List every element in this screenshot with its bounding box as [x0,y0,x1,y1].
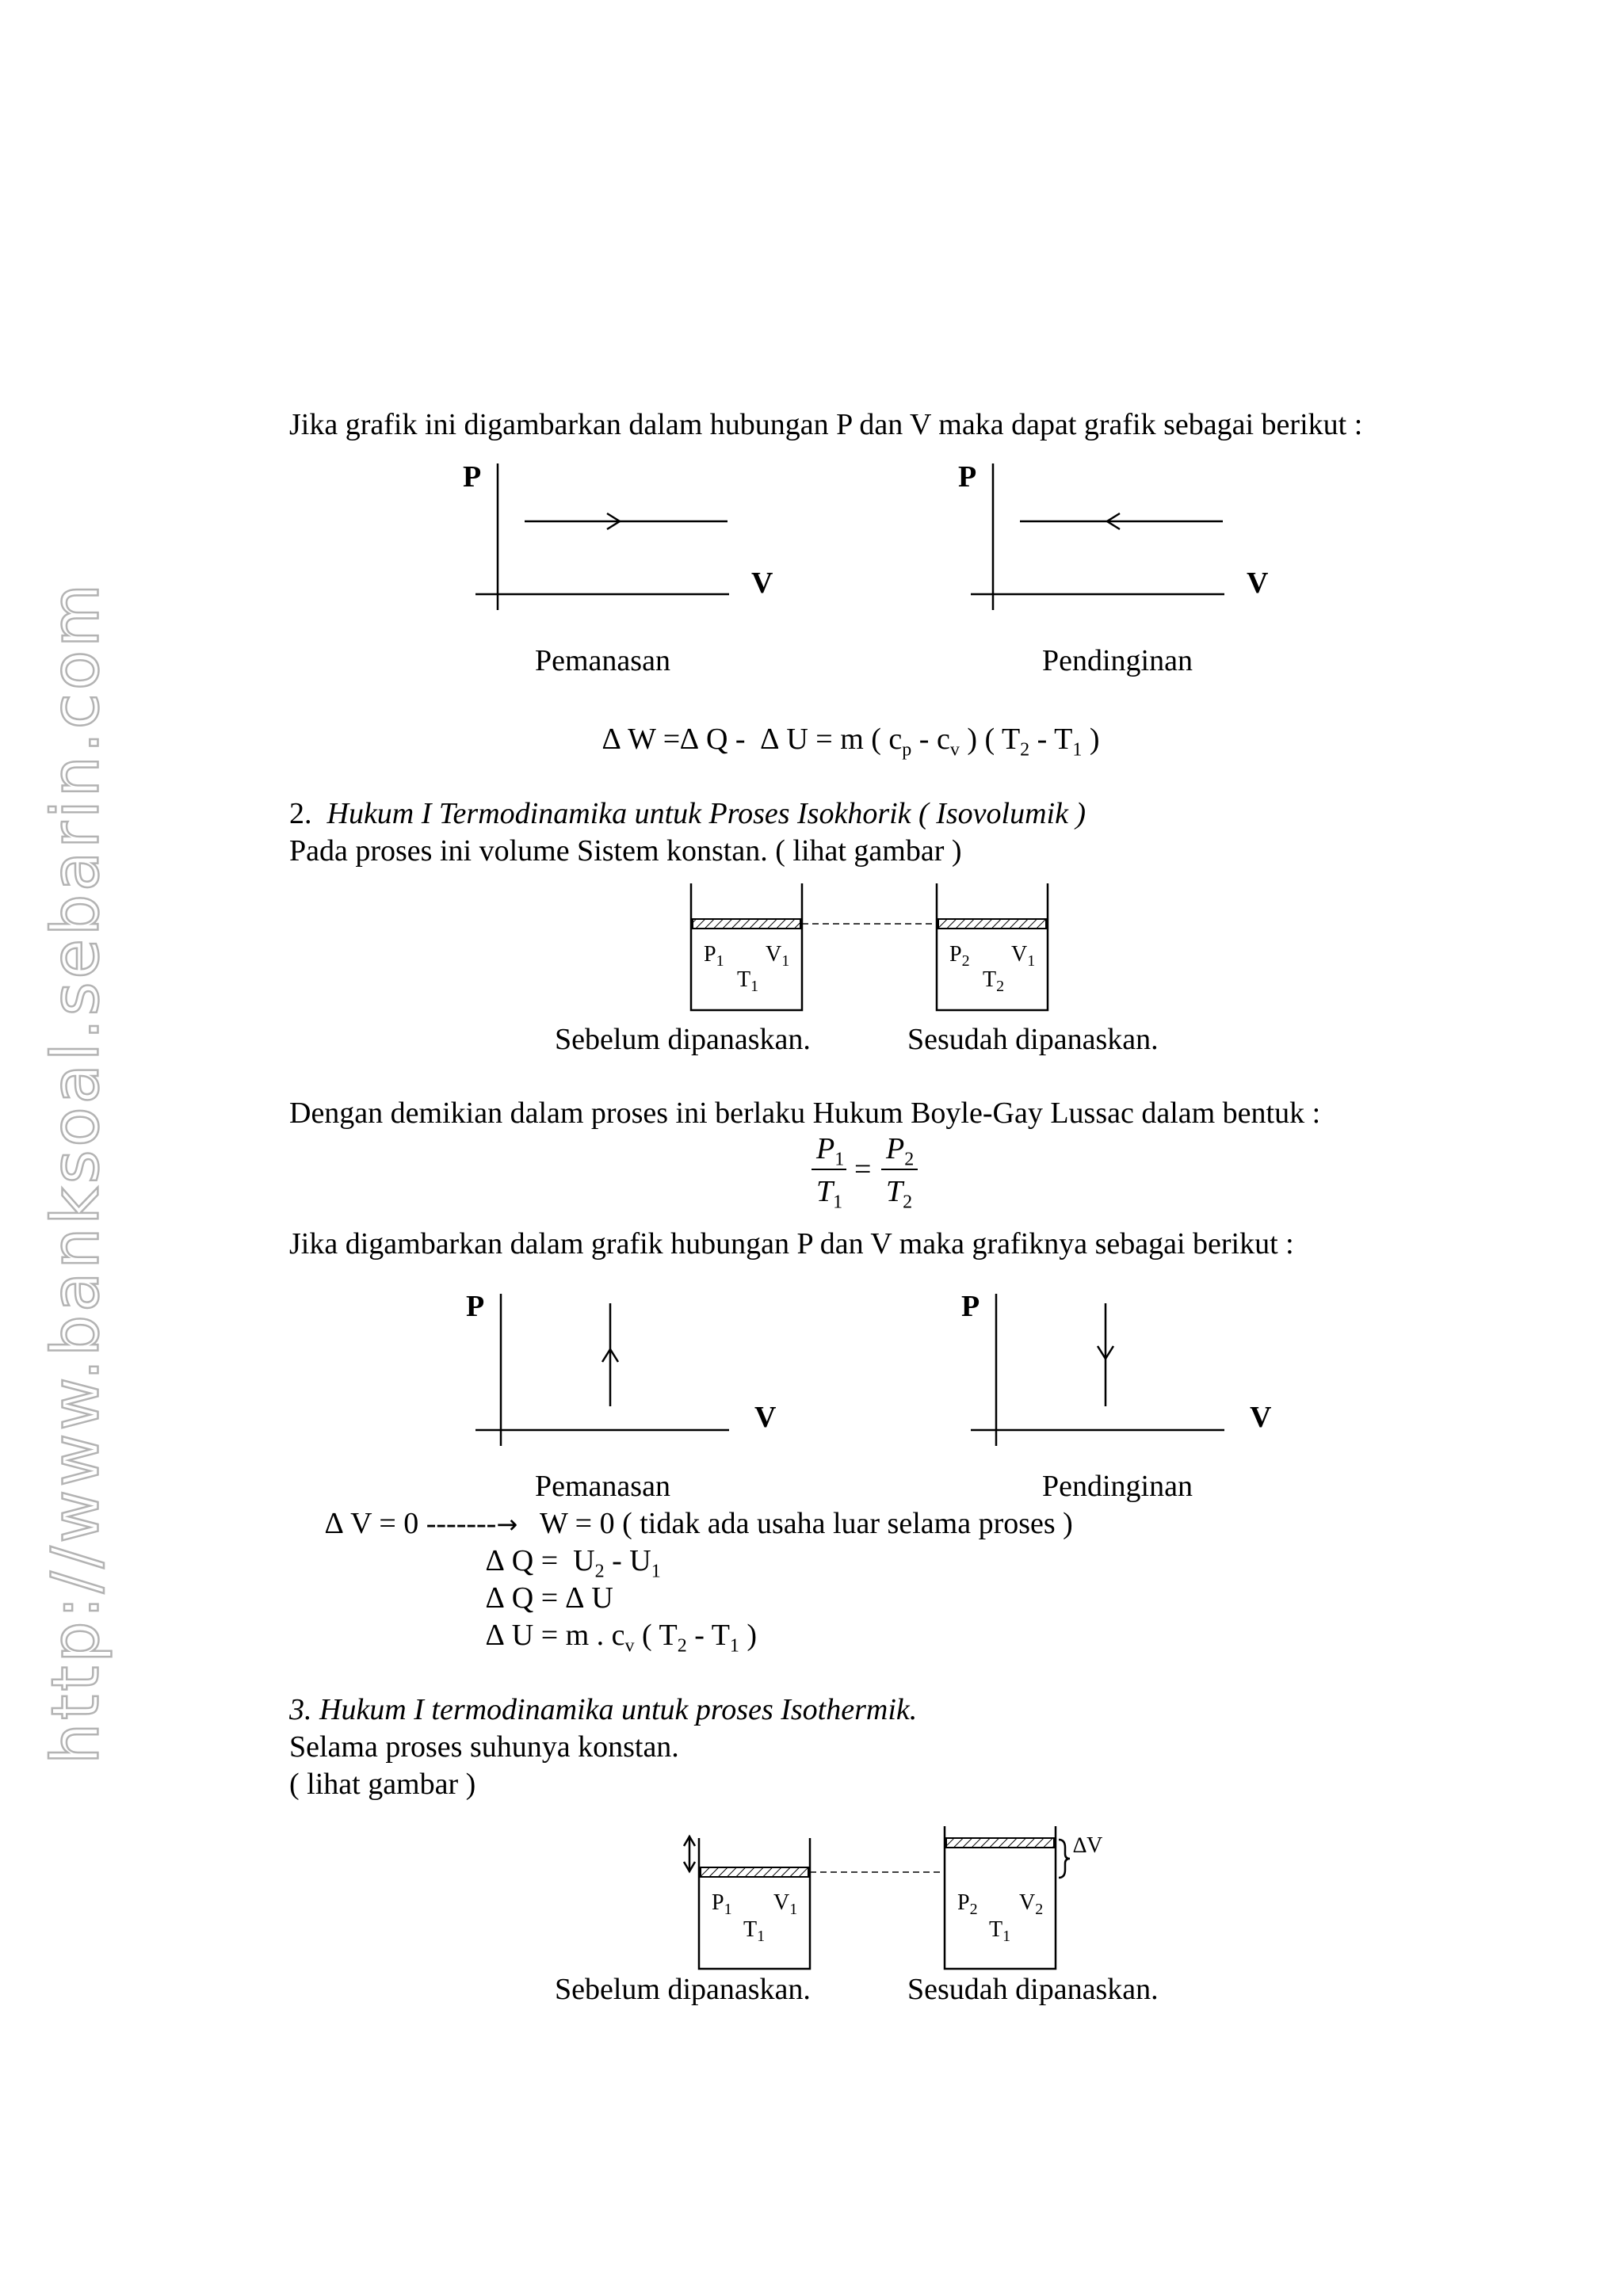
isochoric-cylinders [682,879,1062,1014]
volume-1-label: $V_1$ [773,1890,798,1918]
volume-1-label: $V_1$ [766,942,790,970]
section3-heading: 3. Hukum I termodinamika untuk proses Isothermik. [289,1693,918,1726]
cooling-label: Pendinginan [1042,644,1193,677]
pressure-2-label: $P_2$ [949,942,970,970]
eq-du-mcv: ∆ U = m . $c_v$ ( $T_2 - T_1$ ) [486,1619,758,1657]
intro-text: Jika grafik ini digambarkan dalam hubungan P dan V maka dapat grafik sebagai berikut : [289,408,1363,441]
v-axis-label: V [1250,1401,1272,1434]
before-heating-label: Sebelum dipanaskan. [555,1973,811,2006]
graph-isochoric-cooling [947,1280,1272,1454]
p-axis-label: P [958,460,977,494]
temperature-1-label: $T_1$ [989,1917,1011,1945]
p-axis-label: P [961,1290,980,1323]
before-heating-label: Sebelum dipanaskan. [555,1023,811,1056]
section2-heading: 2. Hukum I Termodinamika untuk Proses Isokhorik ( Isovolumik ) [289,797,1086,830]
section3-line2: ( lihat gambar ) [289,1768,476,1801]
volume-2-label: $V_2$ [1019,1890,1044,1918]
eq-dq-u: ∆ $Q = U_2 - U_1$ [486,1544,661,1582]
v-axis-label: V [1247,566,1269,600]
p-axis-label: P [466,1290,485,1323]
graph-isobaric-heating [452,452,773,626]
cooling-label: Pendinginan [1042,1470,1193,1503]
temperature-1-label: $T_1$ [743,1917,766,1945]
isothermal-cylinders [674,1822,1117,1973]
watermark: http://www.banksoal.sebarin.com [38,581,114,1764]
gay-lussac-fraction: $P_1$ $T_1$ = $P_2$ $T_2$ [808,1131,927,1219]
pressure-2-label: $P_2$ [957,1890,978,1918]
delta-v-label: ∆V [1073,1833,1103,1858]
temperature-2-label: $T_2$ [983,967,1005,995]
law-text: Dengan demikian dalam proses ini berlaku Hukum Boyle-Gay Lussac dalam bentuk : [289,1097,1321,1130]
heating-label: Pemanasan [535,644,670,677]
after-heating-label: Sesudah dipanaskan. [907,1023,1159,1056]
v-axis-label: V [754,1401,777,1434]
graph-isobaric-cooling [947,452,1269,626]
graph-text: Jika digambarkan dalam grafik hubungan P dan V maka grafiknya sebagai berikut : [289,1227,1294,1261]
v-axis-label: V [751,566,773,600]
pressure-1-label: $P_1$ [712,1890,732,1918]
heating-label: Pemanasan [535,1470,670,1503]
section3-line1: Selama proses suhunya konstan. [289,1730,679,1764]
volume-1-label: $V_1$ [1011,942,1036,970]
pressure-1-label: $P_1$ [704,942,724,970]
delta-v-line: ∆ V = 0 -------→ W = 0 ( tidak ada usaha luar selama proses ) [325,1507,1073,1540]
p-axis-label: P [463,460,482,494]
work-equation: ∆ W =∆ Q - ∆ U = m ( $c_p - c_v$ ) ( $T_2 - T_1$ ) [602,723,1100,761]
eq-dq-du: ∆ Q = ∆ U [486,1581,613,1615]
after-heating-label: Sesudah dipanaskan. [907,1973,1159,2006]
temperature-1-label: $T_1$ [737,967,759,995]
graph-isochoric-heating [452,1280,777,1454]
section2-line: Pada proses ini volume Sistem konstan. ( lihat gambar ) [289,834,962,868]
